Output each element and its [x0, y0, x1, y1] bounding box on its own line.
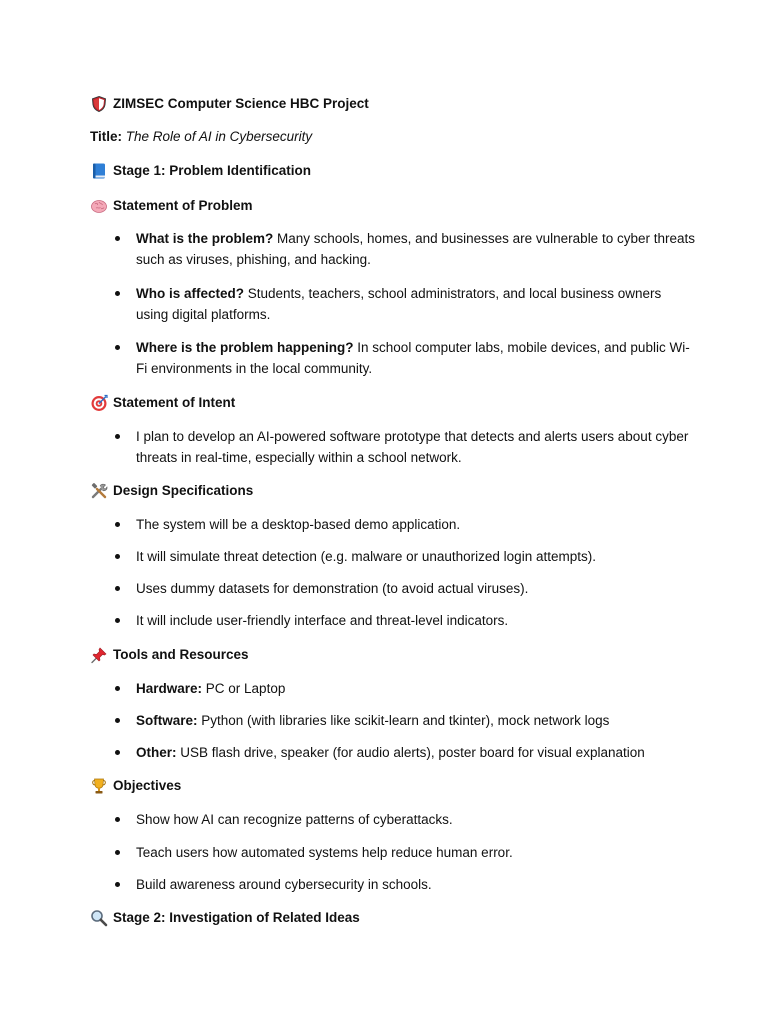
- design-heading-text: Design Specifications: [113, 483, 254, 498]
- list-item-label: Who is affected?: [136, 286, 245, 301]
- list-item: Uses dummy datasets for demonstration (to avoid actual viruses).: [136, 578, 696, 599]
- list-item-label: What is the problem?: [136, 231, 274, 246]
- list-item: [136, 283, 696, 325]
- stage1-heading: [90, 162, 311, 180]
- list-item: [136, 742, 696, 763]
- tools-icon: [90, 482, 108, 500]
- tools-heading-text: Tools and Resources: [113, 647, 249, 662]
- stage2-heading-text: Stage 2: Investigation of Related Ideas: [113, 910, 360, 925]
- list-item: Build awareness around cybersecurity in schools.: [136, 874, 696, 895]
- brain-icon: [90, 197, 108, 215]
- list-item: [136, 337, 696, 379]
- document-title: [90, 95, 369, 113]
- list-item-label: Hardware:: [136, 681, 203, 696]
- project-title-value: The Role of AI in Cybersecurity: [125, 129, 313, 144]
- list-item: The system will be a desktop-based demo application.: [136, 514, 696, 535]
- problem-heading: [90, 197, 253, 215]
- list-item-text: USB flash drive, speaker (for audio alerts), poster board for visual explanation: [176, 745, 645, 760]
- list-item-text: Python (with libraries like scikit-learn and tkinter), mock network logs: [197, 713, 610, 728]
- list-item: Teach users how automated systems help reduce human error.: [136, 842, 696, 863]
- stage1-heading-text: Stage 1: Problem Identification: [113, 163, 312, 178]
- objectives-heading: [90, 777, 181, 795]
- objectives-heading-text: Objectives: [113, 778, 182, 793]
- design-heading: [90, 482, 253, 500]
- project-title-label: Title:: [90, 129, 123, 144]
- blue-book-icon: [90, 162, 108, 180]
- problem-heading-text: Statement of Problem: [113, 198, 253, 213]
- intent-heading: [90, 394, 235, 412]
- list-item: Show how AI can recognize patterns of cyberattacks.: [136, 809, 696, 830]
- list-item-label: Software:: [136, 713, 198, 728]
- target-icon: [90, 394, 108, 412]
- list-item-text: Students, teachers, school administrators, and local business owners using digital platforms.: [136, 286, 662, 322]
- list-item: [136, 228, 696, 270]
- list-item-text: PC or Laptop: [202, 681, 286, 696]
- intent-heading-text: Statement of Intent: [113, 395, 236, 410]
- list-item: I plan to develop an AI-powered software prototype that detects and alerts users about cyber threats in real-time, especially within a school network.: [136, 426, 696, 468]
- list-item-label: Other:: [136, 745, 177, 760]
- trophy-icon: [90, 777, 108, 795]
- list-item: [136, 678, 696, 699]
- list-item: [136, 710, 696, 731]
- tools-heading: [90, 646, 249, 664]
- list-item: It will include user-friendly interface and threat-level indicators.: [136, 610, 696, 631]
- project-title-line: [90, 128, 312, 146]
- document-title-text: ZIMSEC Computer Science HBC Project: [113, 96, 369, 111]
- list-item: It will simulate threat detection (e.g. malware or unauthorized login attempts).: [136, 546, 696, 567]
- list-item-label: Where is the problem happening?: [136, 340, 354, 355]
- shield-icon: [90, 95, 108, 113]
- pushpin-icon: [90, 646, 108, 664]
- stage2-heading: [90, 909, 360, 927]
- list-item-text: Many schools, homes, and businesses are vulnerable to cyber threats such as viruses, phishing, and hacking.: [136, 231, 695, 267]
- magnifier-icon: [90, 909, 108, 927]
- list-item-text: In school computer labs, mobile devices, and public Wi-Fi environments in the local community.: [136, 340, 690, 376]
